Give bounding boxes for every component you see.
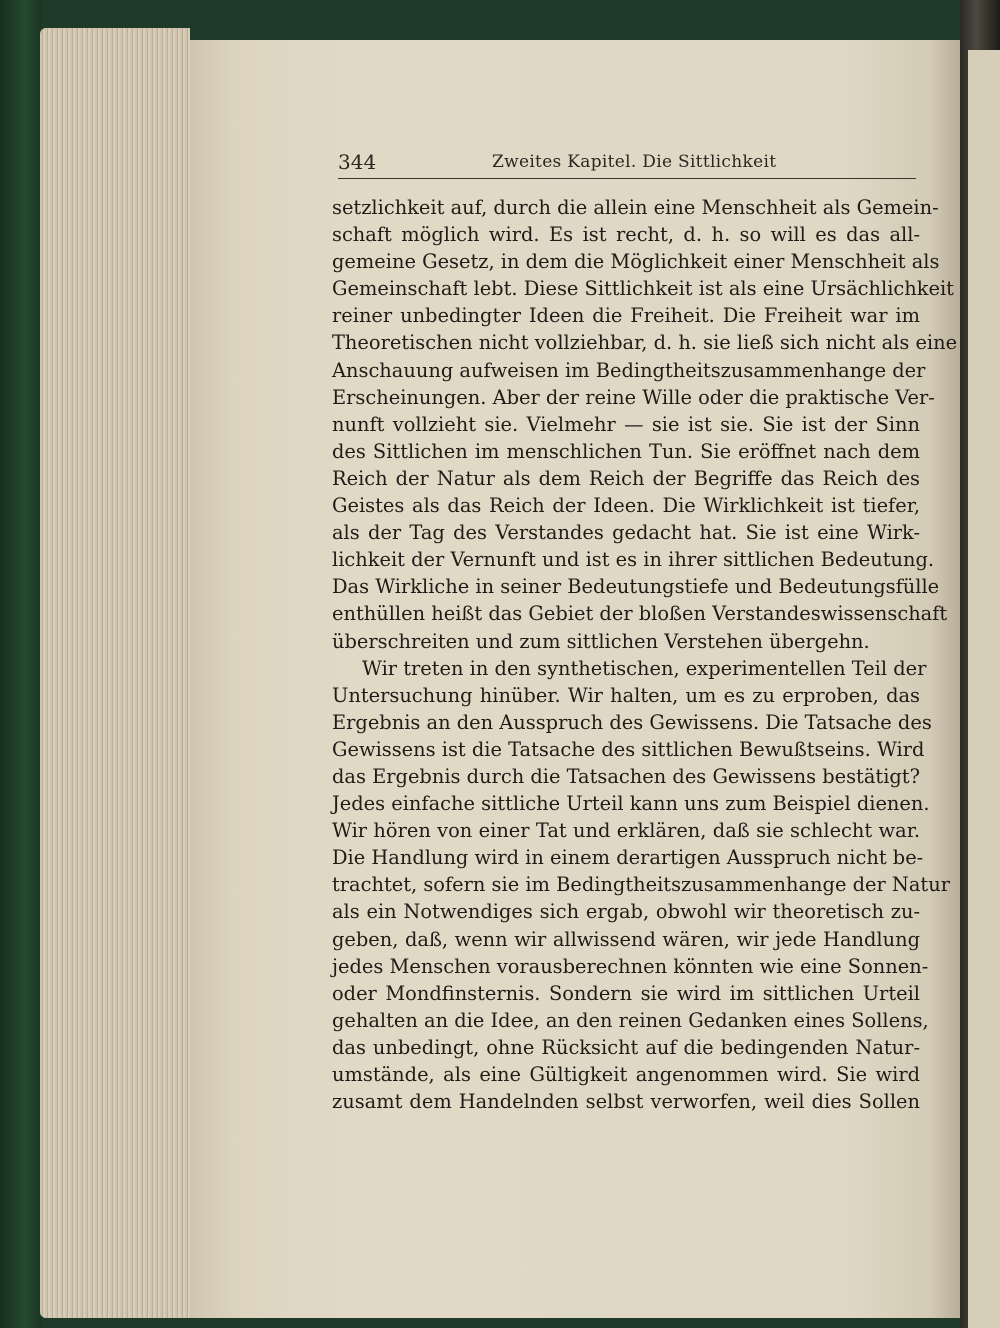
text-line: setzlichkeit auf, durch die allein eine Menschheit als Gemein- [332, 196, 939, 219]
text-line: Untersuchung hinüber. Wir halten, um es zu erproben, das [332, 683, 920, 707]
text-line: als ein Notwendiges sich ergab, obwohl wir theoretisch zu- [332, 900, 920, 924]
text-line: jedes Menschen vorausberechnen könnten wie eine Sonnen- [332, 954, 929, 978]
page-header [338, 150, 916, 176]
running-head: Zweites Kapitel. Die Sittlichkeit [492, 152, 777, 172]
text-line: trachtet, sofern sie im Bedingtheitszusammenhange der Natur [332, 873, 950, 897]
text-line: gemeine Gesetz, in dem die Möglichkeit einer Menschheit als [332, 250, 940, 274]
text-line: als der Tag des Verstandes gedacht hat. Sie ist eine Wirk- [332, 521, 920, 545]
text-line: Wir hören von einer Tat und erklären, daß sie schlecht war. [332, 819, 920, 843]
text-line: das unbedingt, ohne Rücksicht auf die bedingenden Natur- [332, 1035, 920, 1059]
text-line: überschreiten und zum sittlichen Verstehen übergehn. [332, 629, 870, 653]
text-line: oder Mondfinsternis. Sondern sie wird im sittlichen Urteil [332, 981, 920, 1005]
text-line: gehalten an die Idee, an den reinen Gedanken eines Sollens, [332, 1008, 929, 1032]
text-line: nunft vollzieht sie. Vielmehr — sie ist sie. Sie ist der Sinn [332, 412, 920, 436]
text-line: Das Wirkliche in seiner Bedeutungstiefe und Bedeutungsfülle [332, 575, 940, 599]
text-line: das Ergebnis durch die Tatsachen des Gewissens bestätigt? [332, 764, 920, 788]
page-number: 344 [338, 150, 377, 174]
text-line: Reich der Natur als dem Reich der Begriffe das Reich des [332, 466, 920, 490]
text-line: umstände, als eine Gültigkeit angenommen wird. Sie wird [332, 1063, 920, 1086]
text-line: Geistes als das Reich der Ideen. Die Wirklichkeit ist tiefer, [332, 494, 920, 518]
text-line: reiner unbedingter Ideen die Freiheit. Die Freiheit war im [332, 304, 920, 328]
text-line: Anschauung aufweisen im Bedingtheitszusammenhange der [332, 358, 926, 382]
text-line: schaft möglich wird. Es ist recht, d. h. so will es das all- [332, 223, 920, 247]
text-line: lichkeit der Vernunft und ist es in ihrer sittlichen Bedeutung. [332, 548, 935, 572]
text-line: Erscheinungen. Aber der reine Wille oder die praktische Ver- [332, 385, 935, 409]
text-line: Ergebnis an den Ausspruch des Gewissens. Die Tatsache des [332, 710, 932, 734]
text-line: zusamt dem Handelnden selbst verworfen, weil dies Sollen [332, 1090, 920, 1114]
header-rule [338, 178, 916, 179]
page-stack-edges [40, 28, 190, 1318]
text-line: Gewissens ist die Tatsache des sittlichen Bewußtseins. Wird [332, 737, 925, 761]
text-line: geben, daß, wenn wir allwissend wären, wir jede Handlung [332, 927, 920, 951]
text-line: Die Handlung wird in einem derartigen Ausspruch nicht be- [332, 846, 924, 870]
book-cover-edge [0, 0, 42, 1328]
text-line: des Sittlichen im menschlichen Tun. Sie eröffnet nach dem [332, 439, 920, 463]
text-line: enthüllen heißt das Gebiet der bloßen Verstandeswissenschaft [332, 602, 948, 626]
text-line: Theoretischen nicht vollziehbar, d. h. sie ließ sich nicht als eine [332, 331, 958, 355]
text-line: Jedes einfache sittliche Urteil kann uns zum Beispiel dienen. [332, 792, 930, 816]
facing-page-edge [968, 50, 1000, 1328]
text-line: Gemeinschaft lebt. Diese Sittlichkeit ist als eine Ursächlichkeit [332, 277, 954, 301]
body-text [332, 194, 958, 1115]
text-line: Wir treten in den synthetischen, experimentellen Teil der [362, 656, 927, 680]
